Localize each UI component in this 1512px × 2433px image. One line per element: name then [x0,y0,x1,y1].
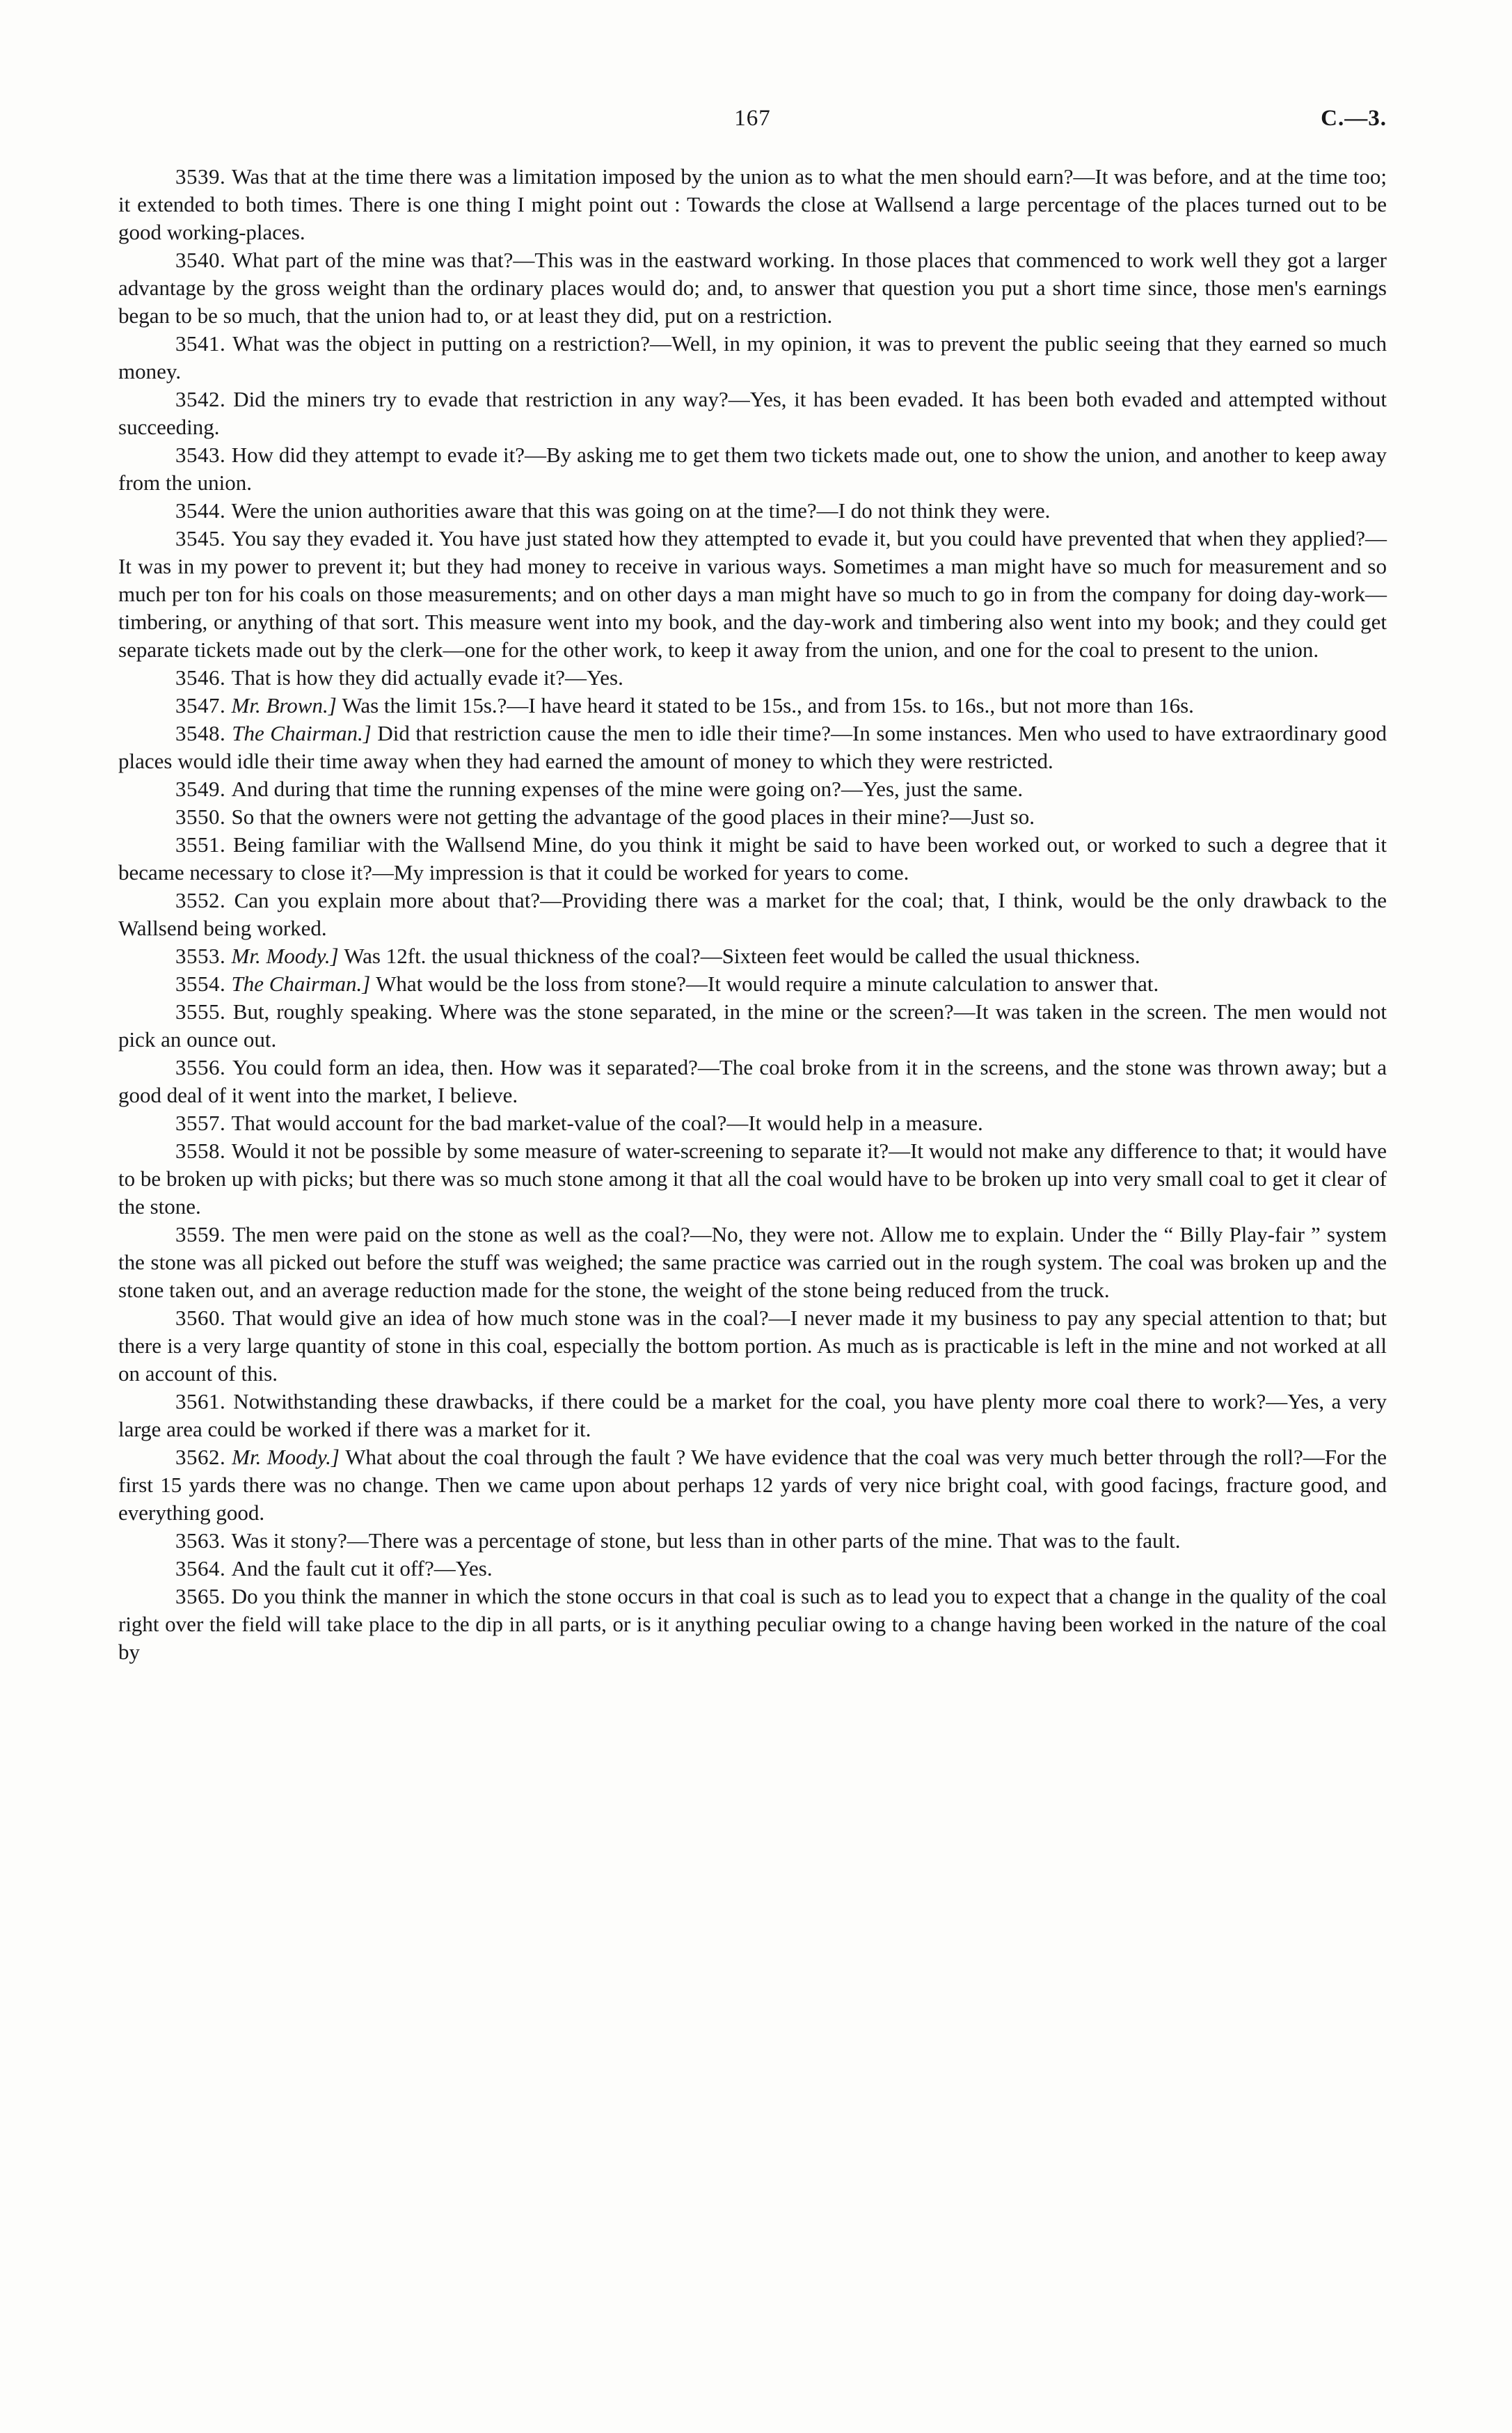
testimony-paragraph: 3564. And the fault cut it off?—Yes. [175,1556,493,1580]
testimony-paragraph: 3563. Was it stony?—There was a percentage of stone, but less than in other parts of the mine. That was to the fault. [175,1528,1181,1553]
question-number: 3541. [175,331,233,356]
question-number: 3550. [175,805,232,829]
testimony-paragraph: 3547. Mr. Brown.] Was the limit 15s.?—I have heard it stated to be 15s., and from 15s. to 16s., but not more than 16s. [175,693,1194,718]
testimony-paragraph: 3558. Would it not be possible by some measure of water-screening to separate it?—It would not make any difference to that; it would have to be broken up with picks; but there was so much stone among it that all the coal would have to be broken up into very small coal to get it clear of the stone. [118,1139,1387,1219]
question-number: 3553. [175,944,232,968]
testimony-paragraph: 3546. That is how they did actually evade it?—Yes. [175,665,623,690]
question-number: 3544. [175,498,232,523]
section-mark: C.—3. [1321,106,1387,131]
question-number: 3564. [175,1556,232,1580]
paragraph-list [118,163,1387,1666]
speaker-name: Mr. Moody.] [231,944,344,968]
testimony-paragraph: 3553. Mr. Moody.] Was 12ft. the usual thickness of the coal?—Sixteen feet would be called the usual thickness. [175,944,1140,968]
speaker-name: Mr. Brown.] [231,693,342,718]
testimony-paragraph: 3549. And during that time the running expenses of the mine were going on?—Yes, just the same. [175,777,1024,801]
question-number: 3548. [175,721,232,745]
page-header [118,104,1387,143]
question-number: 3563. [175,1528,232,1553]
testimony-paragraph: 3560. That would give an idea of how much stone was in the coal?—I never made it my business to pay any special attention to that; but there is a very large quantity of stone in this coal, especially the bottom portion. As much as is practicable is left in the mine and not worked at all on account of this. [118,1306,1387,1386]
question-number: 3549. [175,777,232,801]
speaker-name: Mr. Moody.] [232,1445,346,1469]
testimony-paragraph: 3551. Being familiar with the Wallsend Mine, do you think it might be said to have been worked out, or worked to such a degree that it became necessary to close it?—My impression is that it could be worked for years to come. [118,832,1387,885]
question-number: 3539. [175,164,232,189]
question-number: 3559. [175,1222,232,1246]
question-number: 3546. [175,665,232,690]
question-number: 3565. [175,1584,232,1608]
testimony-paragraph: 3556. You could form an idea, then. How was it separated?—The coal broke from it in the screens, and the stone was thrown away; but a good deal of it went into the market, I believe. [118,1055,1387,1107]
question-number: 3555. [175,999,233,1024]
testimony-paragraph: 3554. The Chairman.] What would be the loss from stone?—It would require a minute calculation to answer that. [175,972,1159,996]
question-number: 3542. [175,387,234,411]
question-number: 3561. [175,1389,234,1413]
question-number: 3556. [175,1055,232,1079]
testimony-paragraph: 3543. How did they attempt to evade it?—By asking me to get them two tickets made out, one to show the union, and another to keep away from the union. [118,443,1387,495]
testimony-paragraph: 3541. What was the object in putting on a restriction?—Well, in my opinion, it was to prevent the public seeing that they earned so much money. [118,331,1387,383]
speaker-name: The Chairman.] [232,721,378,745]
testimony-paragraph: 3557. That would account for the bad market-value of the coal?—It would help in a measure. [175,1111,983,1135]
testimony-paragraph: 3542. Did the miners try to evade that restriction in any way?—Yes, it has been evaded. It has been both evaded and attempted without succeeding. [118,387,1387,439]
question-number: 3557. [175,1111,232,1135]
testimony-paragraph: 3562. Mr. Moody.] What about the coal through the fault ? We have evidence that the coal was very much better through the roll?—For the first 15 yards there was no change. Then we came upon about perhaps 12 yards of very nice bright coal, with good facings, fracture good, and everything good. [118,1445,1387,1525]
testimony-paragraph: 3552. Can you explain more about that?—Providing there was a market for the coal; that, I think, would be the only drawback to the Wallsend being worked. [118,888,1387,940]
question-number: 3554. [175,972,232,996]
page-number: 167 [734,106,771,131]
question-number: 3543. [175,443,232,467]
question-number: 3558. [175,1139,232,1163]
testimony-paragraph: 3539. Was that at the time there was a limitation imposed by the union as to what the men should earn?—It was before, and at the time too; it extended to both times. There is one thing I might point out : Towards the close at Wallsend a large percentage of the places turned out to be good working-places. [118,164,1387,244]
testimony-paragraph: 3540. What part of the mine was that?—This was in the eastward working. In those places that commenced to work well they got a larger advantage by the gross weight than the ordinary places would do; and, to answer that question you put a short time since, those men's earnings began to be so much, that the union had to, or at least they did, put on a restriction. [118,248,1387,328]
speaker-name: The Chairman.] [231,972,376,996]
testimony-paragraph: 3565. Do you think the manner in which the stone occurs in that coal is such as to lead you to expect that a change in the quality of the coal right over the field will take place to the dip in all parts, or is it anything peculiar owing to a change having been worked in the nature of the coal by [118,1584,1387,1664]
question-number: 3545. [175,526,232,550]
question-number: 3552. [175,888,234,912]
testimony-paragraph: 3548. The Chairman.] Did that restriction cause the men to idle their time?—In some instances. Men who used to have extraordinary good places would idle their time away when they had earned the amount of money to which they were restricted. [118,721,1387,773]
testimony-paragraph: 3559. The men were paid on the stone as well as the coal?—No, they were not. Allow me to explain. Under the “ Billy Play-fair ” system the stone was all picked out before the stuff was weighed; the same practice was carried out in the rough system. The coal was broken up and the stone taken out, and an average reduction made for the stone, the weight of the stone being reduced from the truck. [118,1222,1387,1302]
question-number: 3562. [175,1445,232,1469]
testimony-paragraph: 3550. So that the owners were not getting the advantage of the good places in their mine?—Just so. [175,805,1035,829]
testimony-paragraph: 3561. Notwithstanding these drawbacks, if there could be a market for the coal, you have plenty more coal there to work?—Yes, a very large area could be worked if there was a market for it. [118,1389,1387,1441]
question-number: 3540. [175,248,232,272]
testimony-paragraph: 3555. But, roughly speaking. Where was the stone separated, in the mine or the screen?—It was taken in the screen. The men would not pick an ounce out. [118,999,1387,1052]
question-number: 3547. [175,693,232,718]
question-number: 3551. [175,832,233,857]
testimony-paragraph: 3544. Were the union authorities aware that this was going on at the time?—I do not think they were. [175,498,1051,523]
question-number: 3560. [175,1306,233,1330]
testimony-paragraph: 3545. You say they evaded it. You have just stated how they attempted to evade it, but you could have prevented that when they applied?—It was in my power to prevent it; but they had money to receive in various ways. Sometimes a man might have so much for measurement and so much per ton for his coals on those measurements; and on other days a man might have so much to go in from the company for doing day-work—timbering, or anything of that sort. This measure went into my book, and the day-work and timbering also went into my book; and they could get separate tickets made out by the clerk—one for the other work, to keep it away from the union, and one for the coal to present to the union. [118,526,1387,662]
